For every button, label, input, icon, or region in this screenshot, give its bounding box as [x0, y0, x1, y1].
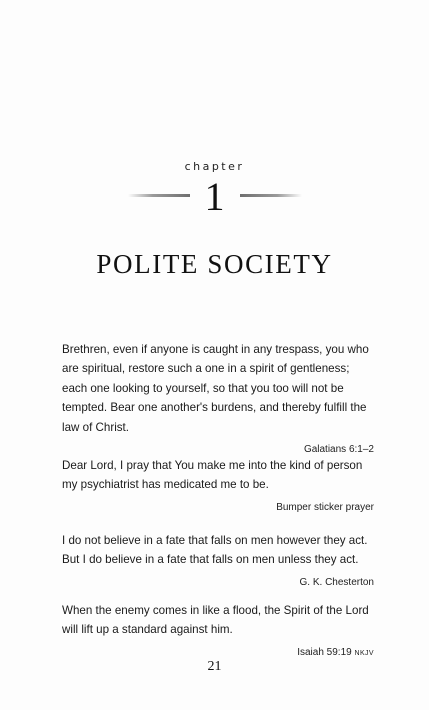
decorative-rule-right: [240, 194, 302, 197]
chapter-title: POLITE SOCIETY: [96, 249, 333, 279]
epigraph-source: G. K. Chesterton: [299, 576, 374, 588]
epigraph-source-version: NKJV: [354, 649, 374, 657]
epigraph-chesterton: [62, 531, 374, 592]
epigraph-quote: Brethren, even if anyone is caught in any trespass, you who are spiritual, restore such a one in a spirit of gentleness; each one looking to yourself, so that you too will not be tempted. Bear one another's burdens, and thereby fulfill the law of Christ.: [62, 343, 369, 434]
epigraph-quote: When the enemy comes in like a flood, the Spirit of the Lord will lift up a standard against him.: [62, 604, 369, 637]
epigraph-quote: I do not believe in a fate that falls on men however they act. But I do believe in a fate that falls on men unless they act.: [62, 534, 368, 567]
page-number: 21: [207, 659, 222, 674]
chapter-label: chapter: [184, 160, 245, 173]
chapter-number-row: [0, 175, 429, 219]
epigraph-source: Galatians 6:1–2: [303, 444, 374, 456]
epigraph-quote: Dear Lord, I pray that You make me into the kind of person my psychiatrist has medicated me to be.: [62, 459, 363, 492]
epigraph-galatians: [62, 340, 374, 459]
epigraph-source: Bumper sticker prayer: [276, 501, 374, 513]
epigraph-isaiah: [62, 601, 374, 663]
epigraph-source-reference: Isaiah 59:19: [297, 646, 352, 658]
chapter-number: 1: [204, 174, 225, 219]
epigraph-bumper-sticker: [62, 456, 374, 517]
